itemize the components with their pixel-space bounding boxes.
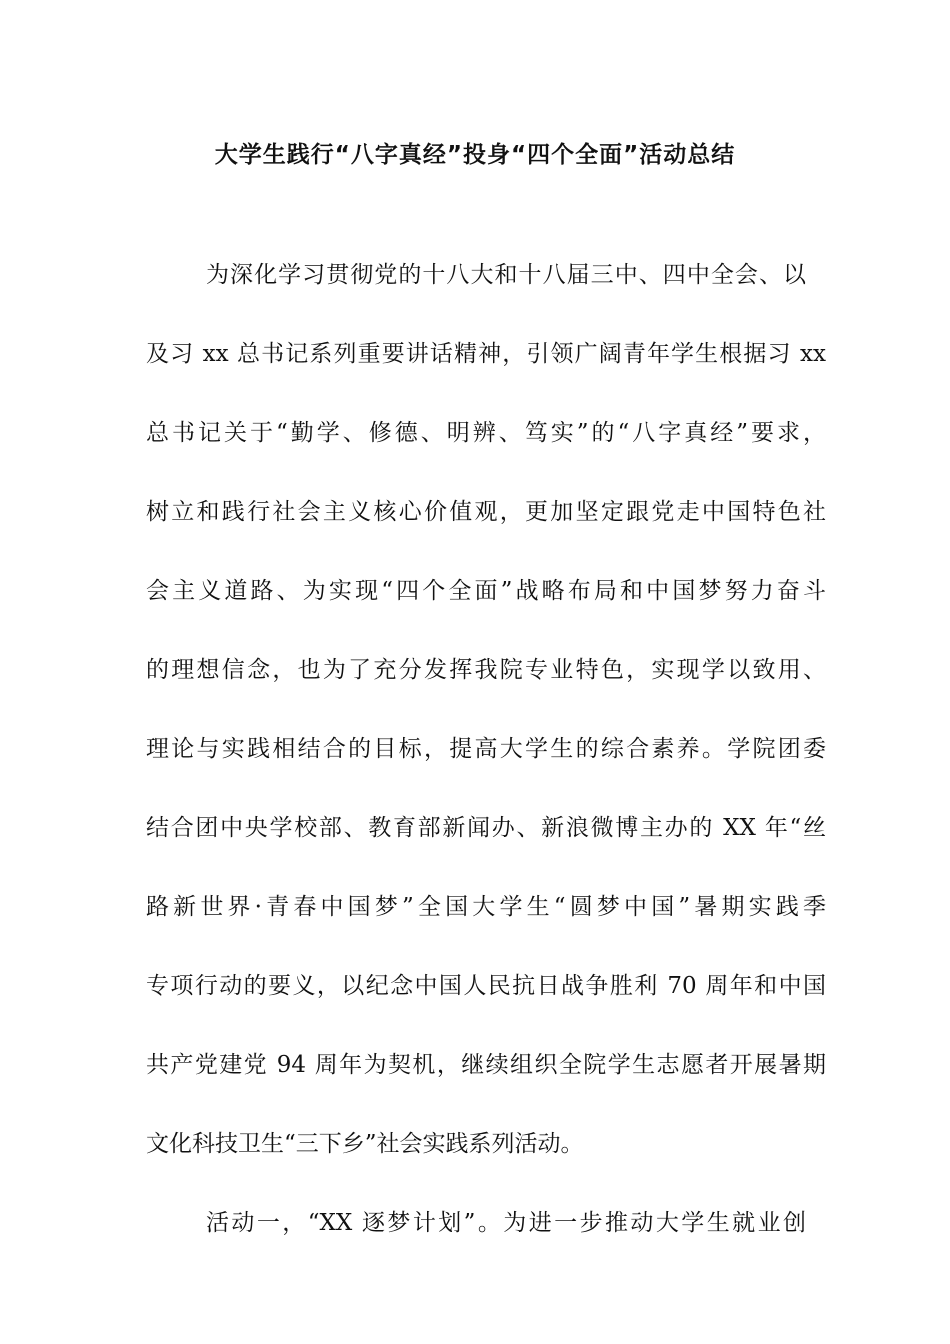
paragraph-line: 专项行动的要义，以纪念中国人民抗日战争胜利 70 周年和中国	[146, 973, 826, 999]
paragraph-line: 及习 xx 总书记系列重要讲话精神，引领广阔青年学生根据习 xx	[146, 341, 826, 367]
document-title: 大学生践行“八字真经”投身“四个全面”活动总结	[214, 142, 736, 168]
paragraph-line: 总书记关于“勤学、修德、明辨、笃实”的“八字真经”要求，	[146, 420, 826, 446]
paragraph-line: 路新世界·青春中国梦”全国大学生“圆梦中国”暑期实践季	[146, 894, 826, 920]
paragraph-line: 为深化学习贯彻党的十八大和十八届三中、四中全会、以	[206, 262, 806, 288]
paragraph-line: 结合团中央学校部、教育部新闻办、新浪微博主办的 XX 年“丝	[146, 815, 826, 841]
paragraph-line: 会主义道路、为实现“四个全面”战略布局和中国梦努力奋斗	[146, 578, 826, 604]
paragraph-line: 理论与实践相结合的目标，提高大学生的综合素养。学院团委	[146, 736, 826, 762]
paragraph-line: 活动一，“XX 逐梦计划”。为进一步推动大学生就业创	[206, 1210, 806, 1236]
paragraph-line: 的理想信念，也为了充分发挥我院专业特色，实现学以致用、	[146, 657, 826, 683]
paragraph-line: 树立和践行社会主义核心价值观，更加坚定跟党走中国特色社	[146, 499, 826, 525]
paragraph-line: 文化科技卫生“三下乡”社会实践系列活动。	[146, 1131, 584, 1157]
paragraph-line: 共产党建党 94 周年为契机，继续组织全院学生志愿者开展暑期	[146, 1052, 826, 1078]
